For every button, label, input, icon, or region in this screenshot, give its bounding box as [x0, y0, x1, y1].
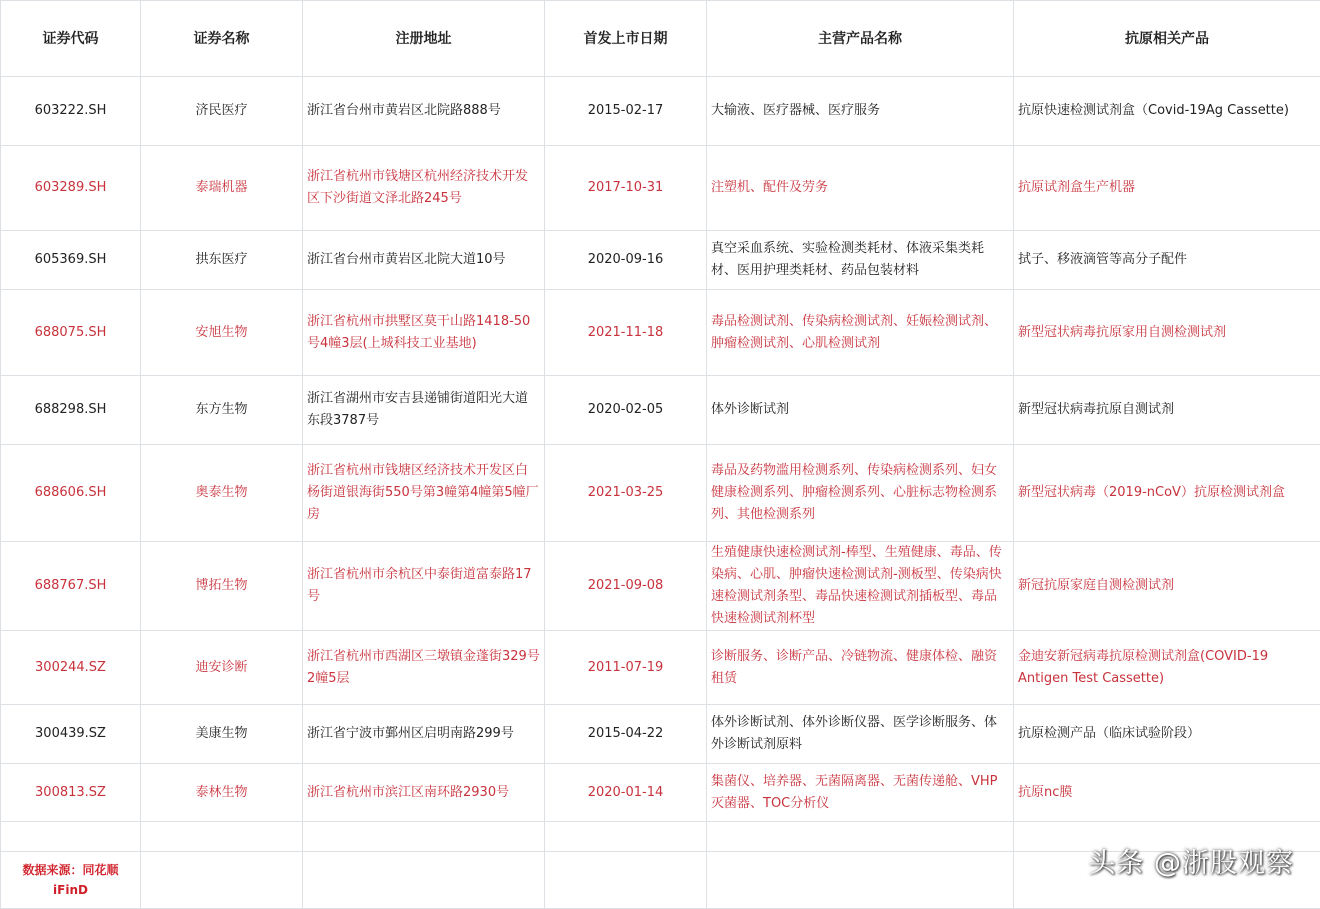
registered-address: 浙江省杭州市西湖区三墩镇金蓬街329号2幢5层: [303, 631, 545, 705]
header-code: 证券代码: [1, 1, 141, 77]
ipo-date: 2017-10-31: [545, 146, 707, 231]
table-row: [1, 705, 1320, 764]
table-row: [1, 77, 1320, 146]
header-name: 证券名称: [141, 1, 303, 77]
main-products: 真空采血系统、实验检测类耗材、体液采集类耗材、医用护理类耗材、药品包装材料: [707, 231, 1014, 290]
antigen-products: 新型冠状病毒抗原家用自测检测试剂: [1014, 290, 1320, 376]
main-products: 集菌仪、培养器、无菌隔离器、无菌传递舱、VHP灭菌器、TOC分析仪: [707, 764, 1014, 822]
stock-code: 300244.SZ: [1, 631, 141, 705]
header-row: [1, 1, 1320, 77]
ipo-date: 2021-03-25: [545, 445, 707, 542]
main-products: 毒品及药物滥用检测系列、传染病检测系列、妇女健康检测系列、肿瘤检测系列、心脏标志物检测系列、其他检测系列: [707, 445, 1014, 542]
stock-name: 泰瑞机器: [141, 146, 303, 231]
ipo-date: 2015-04-22: [545, 705, 707, 764]
main-products: 诊断服务、诊断产品、冷链物流、健康体检、融资租赁: [707, 631, 1014, 705]
registered-address: 浙江省杭州市拱墅区莫干山路1418-50号4幢3层(上城科技工业基地): [303, 290, 545, 376]
main-products: 注塑机、配件及劳务: [707, 146, 1014, 231]
antigen-products: 新型冠状病毒抗原自测试剂: [1014, 376, 1320, 445]
registered-address: 浙江省台州市黄岩区北院大道10号: [303, 231, 545, 290]
registered-address: 浙江省杭州市余杭区中泰街道富泰路17号: [303, 542, 545, 631]
antigen-products: 抗原试剂盒生产机器: [1014, 146, 1320, 231]
main-products: 体外诊断试剂、体外诊断仪器、医学诊断服务、体外诊断试剂原料: [707, 705, 1014, 764]
registered-address: 浙江省杭州市钱塘区经济技术开发区白杨街道银海街550号第3幢第4幢第5幢厂房: [303, 445, 545, 542]
stock-code: 603289.SH: [1, 146, 141, 231]
header-antigen: 抗原相关产品: [1014, 1, 1320, 77]
stock-name: 泰林生物: [141, 764, 303, 822]
ipo-date: 2020-01-14: [545, 764, 707, 822]
stock-name: 博拓生物: [141, 542, 303, 631]
stock-name: 安旭生物: [141, 290, 303, 376]
antigen-products: 抗原nc膜: [1014, 764, 1320, 822]
antigen-products: 抗原检测产品（临床试验阶段）: [1014, 705, 1320, 764]
main-products: 生殖健康快速检测试剂-棒型、生殖健康、毒品、传染病、心肌、肿瘤快速检测试剂-测板型、传染病快速检测试剂条型、毒品快速检测试剂插板型、毒品快速检测试剂杯型: [707, 542, 1014, 631]
table-row: [1, 542, 1320, 631]
main-products: 体外诊断试剂: [707, 376, 1014, 445]
antigen-products: 新型冠状病毒（2019-nCoV）抗原检测试剂盒: [1014, 445, 1320, 542]
registered-address: 浙江省杭州市钱塘区杭州经济技术开发区下沙街道文泽北路245号: [303, 146, 545, 231]
registered-address: 浙江省杭州市滨江区南环路2930号: [303, 764, 545, 822]
stock-name: 迪安诊断: [141, 631, 303, 705]
main-products: 毒品检测试剂、传染病检测试剂、妊娠检测试剂、肿瘤检测试剂、心肌检测试剂: [707, 290, 1014, 376]
stock-name: 济民医疗: [141, 77, 303, 146]
antigen-products: 抗原快速检测试剂盒（Covid-19Ag Cassette): [1014, 77, 1320, 146]
ipo-date: 2021-11-18: [545, 290, 707, 376]
table-row: [1, 631, 1320, 705]
antigen-products: 新冠抗原家庭自测检测试剂: [1014, 542, 1320, 631]
registered-address: 浙江省湖州市安吉县递铺街道阳光大道东段3787号: [303, 376, 545, 445]
main-products: 大输液、医疗器械、医疗服务: [707, 77, 1014, 146]
table-row: [1, 376, 1320, 445]
stock-code: 688606.SH: [1, 445, 141, 542]
ipo-date: 2011-07-19: [545, 631, 707, 705]
ipo-date: 2021-09-08: [545, 542, 707, 631]
registered-address: 浙江省宁波市鄞州区启明南路299号: [303, 705, 545, 764]
stock-code: 603222.SH: [1, 77, 141, 146]
antigen-products: 金迪安新冠病毒抗原检测试剂盒(COVID-19 Antigen Test Cassette): [1014, 631, 1320, 705]
stock-code: 605369.SH: [1, 231, 141, 290]
stock-code: 688767.SH: [1, 542, 141, 631]
watermark: 头条 @浙股观察: [1088, 841, 1294, 880]
table-row: [1, 290, 1320, 376]
stock-name: 东方生物: [141, 376, 303, 445]
ipo-date: 2015-02-17: [545, 77, 707, 146]
stock-code: 688298.SH: [1, 376, 141, 445]
ipo-date: 2020-09-16: [545, 231, 707, 290]
table-row: [1, 231, 1320, 290]
stock-code: 300439.SZ: [1, 705, 141, 764]
header-address: 注册地址: [303, 1, 545, 77]
stock-code: 300813.SZ: [1, 764, 141, 822]
header-ipo-date: 首发上市日期: [545, 1, 707, 77]
table-row: [1, 445, 1320, 542]
table-row: [1, 764, 1320, 822]
stock-name: 美康生物: [141, 705, 303, 764]
stock-name: 拱东医疗: [141, 231, 303, 290]
data-source: 数据来源：同花顺 iFinD: [1, 852, 141, 909]
antigen-products: 拭子、移液滴管等高分子配件: [1014, 231, 1320, 290]
header-products: 主营产品名称: [707, 1, 1014, 77]
stock-code: 688075.SH: [1, 290, 141, 376]
registered-address: 浙江省台州市黄岩区北院路888号: [303, 77, 545, 146]
ipo-date: 2020-02-05: [545, 376, 707, 445]
table-row: [1, 146, 1320, 231]
stock-name: 奥泰生物: [141, 445, 303, 542]
